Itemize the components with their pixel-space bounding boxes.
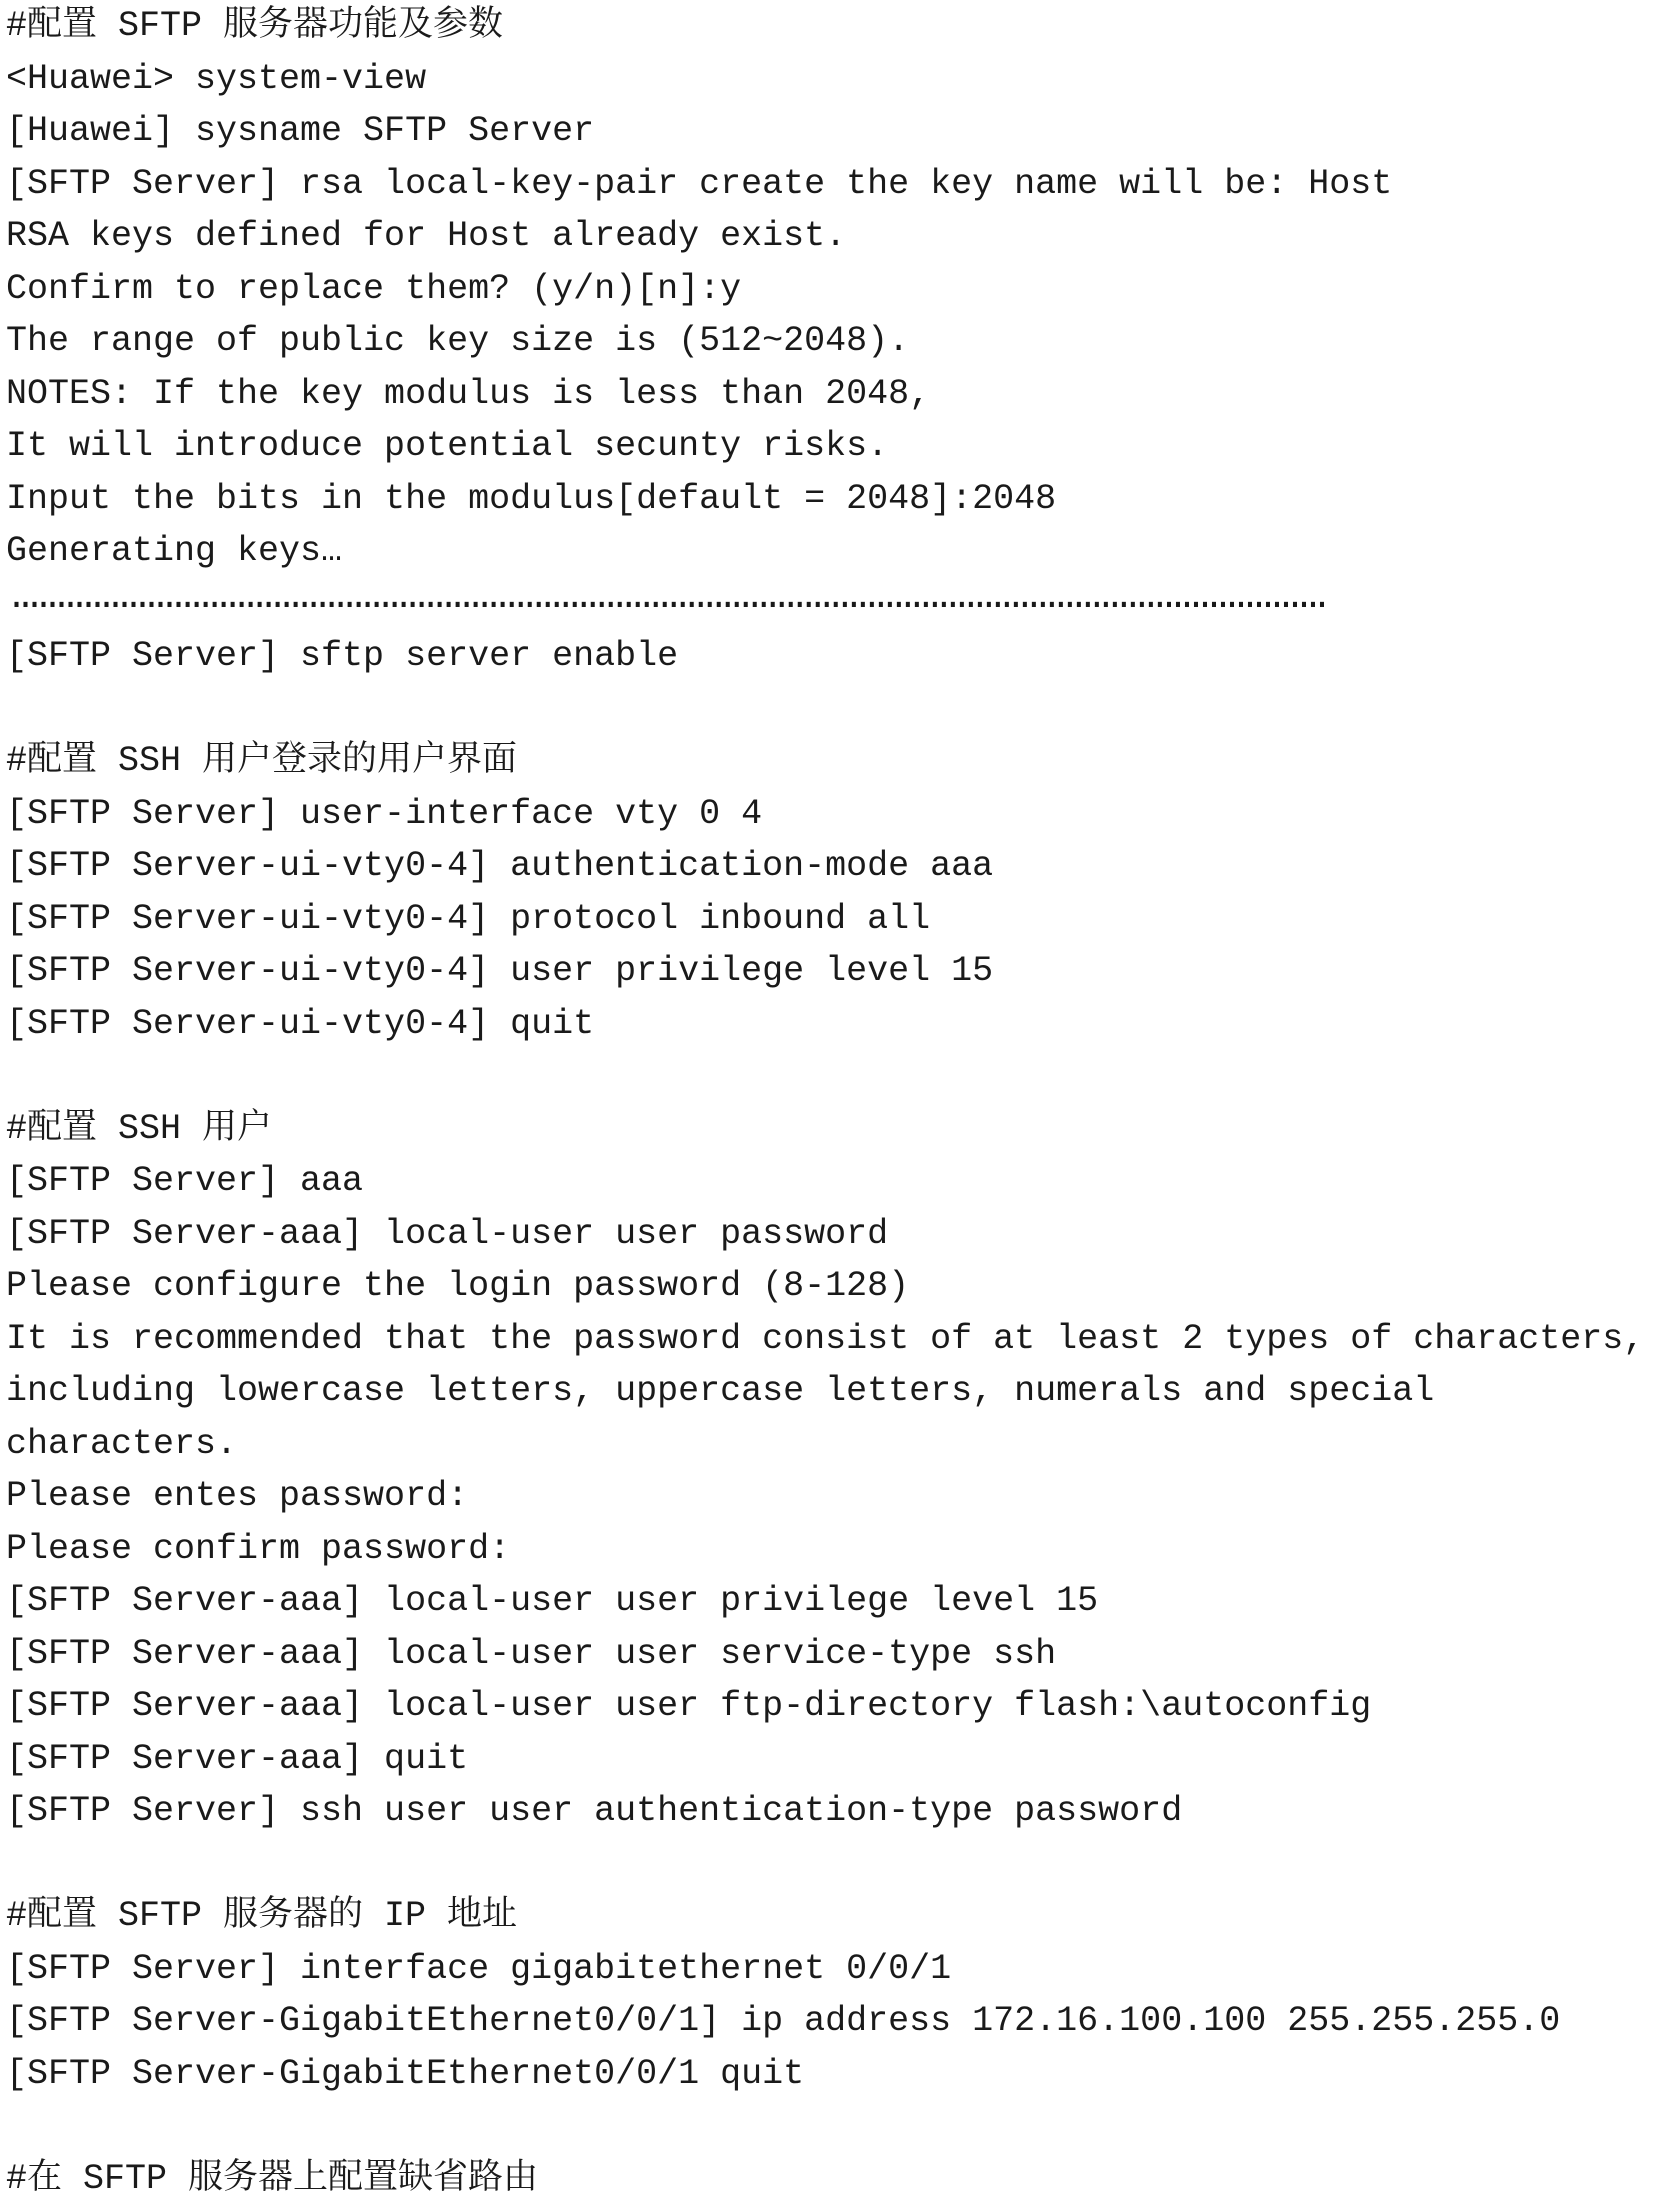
spacer bbox=[6, 683, 1656, 736]
section-heading-sftp-ip-address: #配置 SFTP 服务器的 IP 地址 bbox=[6, 1896, 518, 1936]
command-line: [SFTP Server] rsa local-key-pair create the key name will be: Host bbox=[6, 163, 1393, 204]
command-line: [SFTP Server-ui-vty0-4] user privilege level 15 bbox=[6, 951, 994, 991]
command-line: [SFTP Server] aaa bbox=[6, 1161, 364, 1201]
output-line: Confirm to replace them? (y/n)[n]:y bbox=[6, 268, 742, 309]
output-line: Input the bits in the modulus[default = 2048]:2048 bbox=[6, 478, 1057, 519]
section-heading-ssh-user-interface: #配置 SSH 用户登录的用户界面 bbox=[6, 741, 518, 781]
command-line: [SFTP Server-GigabitEthernet0/0/1] ip address 172.16.100.100 255.255.255.0 bbox=[6, 2001, 1561, 2041]
output-line: Generating keys… bbox=[6, 531, 343, 571]
command-line: [SFTP Server-aaa] local-user user ftp-directory flash:\autoconfig bbox=[6, 1686, 1372, 1726]
section-heading-ssh-user: #配置 SSH 用户 bbox=[6, 1108, 273, 1149]
output-line: including lowercase letters, uppercase letters, numerals and special bbox=[6, 1371, 1435, 1411]
document-page bbox=[6, 0, 1656, 2205]
command-line: [SFTP Server-GigabitEthernet0/0/1 quit bbox=[6, 2053, 805, 2094]
command-line: [SFTP Server-aaa] local-user user privilege level 15 bbox=[6, 1581, 1099, 1621]
command-line: [SFTP Server] ssh user user authentication-type password bbox=[6, 1791, 1183, 1831]
command-line: [SFTP Server-ui-vty0-4] protocol inbound all bbox=[6, 898, 931, 939]
command-line: [SFTP Server] user-interface vty 0 4 bbox=[6, 793, 763, 834]
output-line: Please configure the login password (8-128) bbox=[6, 1266, 910, 1306]
command-line: [Huawei] sysname SFTP Server bbox=[6, 111, 595, 151]
command-line: [SFTP Server-ui-vty0-4] authentication-mode aaa bbox=[6, 846, 994, 886]
output-line: Please entes password: bbox=[6, 1476, 469, 1516]
spacer bbox=[6, 2100, 1656, 2153]
section-heading-sftp-server-params: #配置 SFTP 服务器功能及参数 bbox=[6, 6, 504, 46]
command-line: [SFTP Server-aaa] quit bbox=[6, 1738, 469, 1779]
command-line: [SFTP Server-aaa] local-user user service-type ssh bbox=[6, 1633, 1057, 1674]
command-line: [SFTP Server-ui-vty0-4] quit bbox=[6, 1003, 595, 1044]
section-heading-default-route: #在 SFTP 服务器上配置缺省路由 bbox=[6, 2158, 539, 2199]
progress-dots bbox=[6, 578, 1656, 631]
spacer bbox=[6, 1050, 1656, 1103]
output-line: The range of public key size is (512~2048). bbox=[6, 321, 910, 361]
command-line: <Huawei> system-view bbox=[6, 58, 427, 99]
command-line: [SFTP Server-aaa] local-user user password bbox=[6, 1213, 889, 1254]
command-line: [SFTP Server] sftp server enable bbox=[6, 636, 679, 676]
output-line: It is recommended that the password consist of at least 2 types of characters, bbox=[6, 1318, 1645, 1359]
command-line: [SFTP Server] interface gigabitethernet 0/0/1 bbox=[6, 1948, 952, 1989]
output-line: RSA keys defined for Host already exist. bbox=[6, 216, 847, 256]
output-line: NOTES: If the key modulus is less than 2048, bbox=[6, 373, 931, 414]
output-line: It will introduce potential secunty risks. bbox=[6, 426, 889, 466]
output-line: characters. bbox=[6, 1423, 238, 1464]
output-line: Please confirm password: bbox=[6, 1528, 511, 1569]
progress-dots-text: .................................................................................................................................................. bbox=[6, 577, 1321, 618]
spacer bbox=[6, 1838, 1656, 1891]
